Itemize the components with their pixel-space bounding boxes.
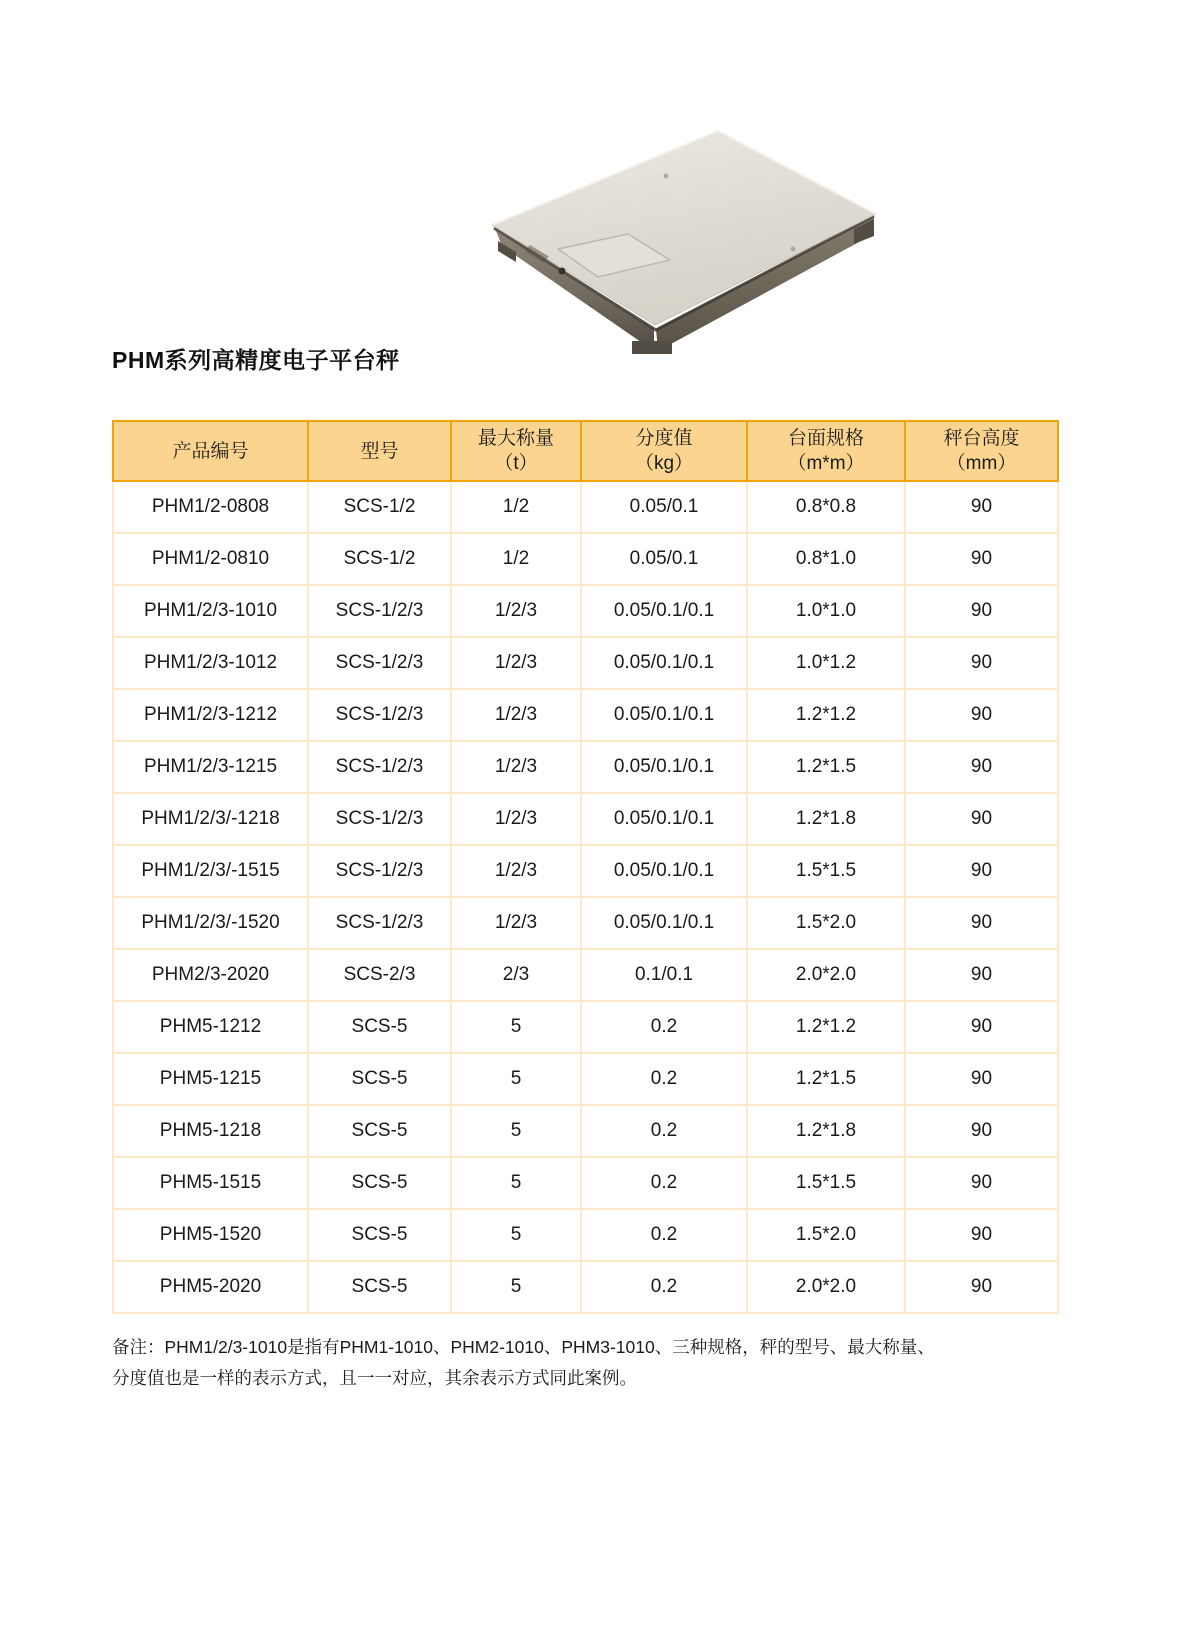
col-header-label: 分度值 — [635, 428, 693, 449]
table-cell: 90 — [905, 533, 1058, 585]
table-cell: 5 — [451, 1261, 581, 1313]
table-cell: PHM1/2/3/-1515 — [113, 845, 308, 897]
table-cell: PHM1/2/3-1010 — [113, 585, 308, 637]
table-cell: 0.2 — [581, 1105, 747, 1157]
col-header-platform-height — [905, 421, 1058, 481]
table-cell: 0.8*0.8 — [747, 481, 905, 533]
col-header-max-capacity — [451, 421, 581, 481]
table-cell: 1.2*1.5 — [747, 741, 905, 793]
table-cell: 5 — [451, 1001, 581, 1053]
table-cell: 90 — [905, 897, 1058, 949]
scale-bolt-hole — [664, 174, 669, 179]
footnote-line: 备注：PHM1/2/3-1010是指有PHM1-1010、PHM2-1010、PHM3-1010、三种规格，秤的型号、最大称量、 — [112, 1337, 935, 1357]
table-cell: 1/2 — [451, 481, 581, 533]
table-cell: 90 — [905, 793, 1058, 845]
table-cell: SCS-1/2/3 — [308, 793, 451, 845]
table-cell: SCS-1/2/3 — [308, 585, 451, 637]
table-cell: 0.2 — [581, 1001, 747, 1053]
table-cell: 1.2*1.8 — [747, 793, 905, 845]
table-cell: 90 — [905, 949, 1058, 1001]
table-cell: 1/2/3 — [451, 741, 581, 793]
table-cell: 90 — [905, 1157, 1058, 1209]
col-header-label: 产品编号 — [172, 440, 249, 462]
table-cell: SCS-2/3 — [308, 949, 451, 1001]
table-cell: 90 — [905, 1209, 1058, 1261]
table-cell: 2/3 — [451, 949, 581, 1001]
table-row — [113, 897, 1058, 949]
scale-foot-front — [632, 341, 672, 354]
table-cell: 1/2/3 — [451, 689, 581, 741]
table-cell: 1/2 — [451, 533, 581, 585]
table-cell: 2.0*2.0 — [747, 1261, 905, 1313]
table-cell: 0.2 — [581, 1053, 747, 1105]
table-cell: 1.5*1.5 — [747, 845, 905, 897]
table-cell: 1.0*1.0 — [747, 585, 905, 637]
table-row — [113, 1001, 1058, 1053]
footnote — [112, 1332, 1092, 1394]
table-cell: 0.05/0.1/0.1 — [581, 845, 747, 897]
table-header — [113, 421, 1058, 481]
table-cell: 1/2/3 — [451, 637, 581, 689]
table-row — [113, 1105, 1058, 1157]
col-header-division-value — [581, 421, 747, 481]
table-cell: 0.05/0.1/0.1 — [581, 741, 747, 793]
table-row — [113, 1053, 1058, 1105]
table-cell: 90 — [905, 1105, 1058, 1157]
table-row — [113, 585, 1058, 637]
table-cell: PHM1/2/3/-1218 — [113, 793, 308, 845]
table-cell: SCS-5 — [308, 1209, 451, 1261]
product-spec-table — [112, 420, 1059, 1314]
table-cell: SCS-5 — [308, 1261, 451, 1313]
scale-frame-hole — [559, 268, 566, 275]
col-header-label: 最大称量 — [477, 428, 554, 449]
table-cell: PHM1/2/3-1012 — [113, 637, 308, 689]
table-cell: SCS-1/2/3 — [308, 689, 451, 741]
table-cell: PHM5-1215 — [113, 1053, 308, 1105]
table-row — [113, 845, 1058, 897]
table-cell: 90 — [905, 481, 1058, 533]
table-row — [113, 741, 1058, 793]
scale-plate-top — [492, 131, 876, 325]
table-cell: 0.05/0.1/0.1 — [581, 585, 747, 637]
col-header-platform-size — [747, 421, 905, 481]
table-cell: 5 — [451, 1053, 581, 1105]
table-row — [113, 1157, 1058, 1209]
col-header-label: 型号 — [360, 440, 399, 462]
table-cell: 1.2*1.5 — [747, 1053, 905, 1105]
table-cell: PHM5-1212 — [113, 1001, 308, 1053]
table-row — [113, 533, 1058, 585]
table-cell: 1.2*1.2 — [747, 689, 905, 741]
table-cell: 0.2 — [581, 1157, 747, 1209]
table-cell: 0.05/0.1/0.1 — [581, 793, 747, 845]
table-cell: 0.2 — [581, 1209, 747, 1261]
table-cell: PHM5-1515 — [113, 1157, 308, 1209]
table-cell: SCS-1/2 — [308, 481, 451, 533]
table-cell: 5 — [451, 1157, 581, 1209]
table-cell: 1/2/3 — [451, 845, 581, 897]
table-cell: 1/2/3 — [451, 793, 581, 845]
table-cell: SCS-5 — [308, 1157, 451, 1209]
table-cell: 1.5*2.0 — [747, 897, 905, 949]
col-header-label: 台面规格 — [787, 428, 864, 449]
platform-scale-photo — [480, 110, 890, 355]
table-cell: PHM1/2/3-1215 — [113, 741, 308, 793]
table-cell: 0.05/0.1/0.1 — [581, 689, 747, 741]
table-cell: 0.8*1.0 — [747, 533, 905, 585]
table-cell: PHM1/2/3-1212 — [113, 689, 308, 741]
table-cell: 90 — [905, 1001, 1058, 1053]
table-cell: SCS-5 — [308, 1053, 451, 1105]
table-cell: 90 — [905, 741, 1058, 793]
col-header-unit: （kg） — [634, 453, 694, 474]
col-header-product-code — [113, 421, 308, 481]
table-cell: 90 — [905, 1261, 1058, 1313]
table-cell: 1.2*1.8 — [747, 1105, 905, 1157]
table-cell: 1.5*1.5 — [747, 1157, 905, 1209]
table-cell: 90 — [905, 845, 1058, 897]
table-cell: SCS-5 — [308, 1001, 451, 1053]
col-header-label: 秤台高度 — [943, 428, 1020, 449]
table-cell: 1.5*2.0 — [747, 1209, 905, 1261]
table-header-row — [113, 421, 1058, 481]
table-cell: 90 — [905, 1053, 1058, 1105]
scale-bolt-hole — [791, 247, 796, 252]
table-cell: 0.05/0.1/0.1 — [581, 637, 747, 689]
table-cell: 0.05/0.1/0.1 — [581, 897, 747, 949]
table-cell: 0.05/0.1 — [581, 481, 747, 533]
table-row — [113, 1209, 1058, 1261]
table-row — [113, 689, 1058, 741]
table-cell: 0.05/0.1 — [581, 533, 747, 585]
table-row — [113, 637, 1058, 689]
table-row — [113, 481, 1058, 533]
table-cell: PHM1/2/3/-1520 — [113, 897, 308, 949]
table-cell: 90 — [905, 689, 1058, 741]
table-cell: PHM5-1520 — [113, 1209, 308, 1261]
table-cell: 1.0*1.2 — [747, 637, 905, 689]
table-cell: PHM1/2-0808 — [113, 481, 308, 533]
col-header-unit: （m*m） — [787, 453, 865, 474]
table-cell: 2.0*2.0 — [747, 949, 905, 1001]
table-cell: SCS-1/2/3 — [308, 741, 451, 793]
table-cell: 1/2/3 — [451, 585, 581, 637]
table-cell: PHM5-1218 — [113, 1105, 308, 1157]
col-header-unit: （t） — [494, 453, 538, 474]
table-cell: 90 — [905, 637, 1058, 689]
table-cell: SCS-5 — [308, 1105, 451, 1157]
col-header-unit: （mm） — [946, 453, 1017, 474]
table-row — [113, 1261, 1058, 1313]
page-title: PHM系列高精度电子平台秤 — [112, 347, 400, 373]
table-cell: SCS-1/2/3 — [308, 845, 451, 897]
table-cell: SCS-1/2/3 — [308, 637, 451, 689]
col-header-model — [308, 421, 451, 481]
table-cell: PHM1/2-0810 — [113, 533, 308, 585]
table-cell: 90 — [905, 585, 1058, 637]
platform-scale-illustration — [480, 110, 890, 355]
table-cell: SCS-1/2/3 — [308, 897, 451, 949]
table-cell: 1.2*1.2 — [747, 1001, 905, 1053]
footnote-line: 分度值也是一样的表示方式，且一一对应，其余表示方式同此案例。 — [112, 1368, 637, 1388]
table-cell: 0.1/0.1 — [581, 949, 747, 1001]
table-body — [113, 481, 1058, 1313]
table-row — [113, 949, 1058, 1001]
table-cell: 0.2 — [581, 1261, 747, 1313]
table-cell: 1/2/3 — [451, 897, 581, 949]
table-cell: SCS-1/2 — [308, 533, 451, 585]
table-cell: PHM5-2020 — [113, 1261, 308, 1313]
table-cell: PHM2/3-2020 — [113, 949, 308, 1001]
table-cell: 5 — [451, 1209, 581, 1261]
table-row — [113, 793, 1058, 845]
table-cell: 5 — [451, 1105, 581, 1157]
